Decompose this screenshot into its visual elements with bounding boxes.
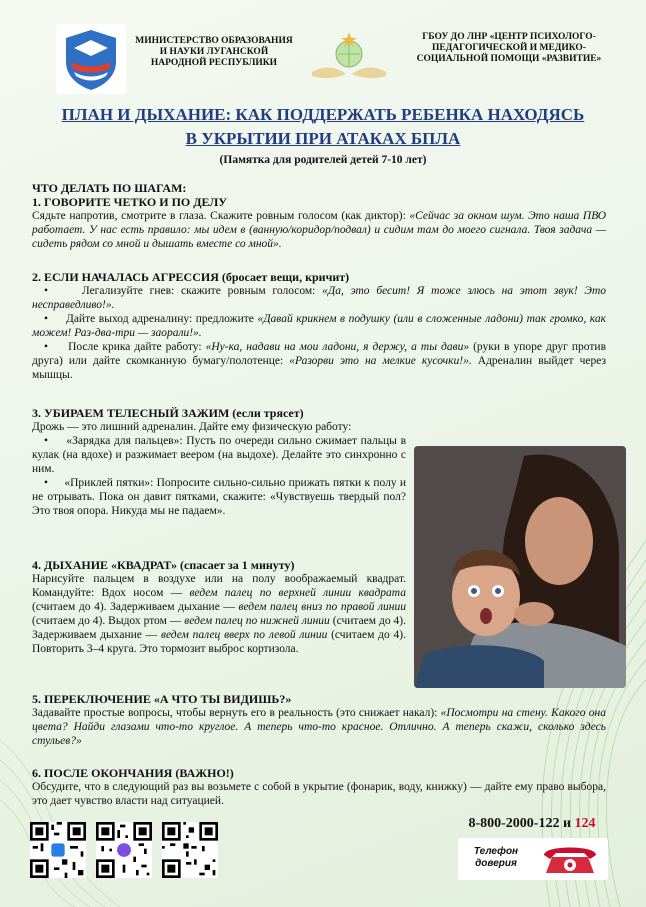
trust-line-label: Телефон доверия — [473, 846, 519, 869]
s2-b3-quote-2: «Разорви это на мелкие кусочки!». — [289, 355, 472, 367]
s4-f: ведем палец по нижней линии — [184, 615, 330, 627]
s3-bullet-2: • «Приклей пятки»: Попросите сильно-сильно прижать пятки к полу и не отрывать. Пока он давит пятками, скажите: «Чувствуешь твердый пол? Это твоя опора. Никуда мы не падаем». — [32, 477, 406, 517]
section-6-heading: 6. ПОСЛЕ ОКОНЧАНИЯ (ВАЖНО!) — [32, 766, 234, 780]
s4-g: (считаем до 4). Задерживаем дыхание — — [32, 615, 406, 641]
qr-code-max[interactable] — [96, 822, 152, 878]
qr-code-icon — [96, 822, 152, 878]
s4-a: Нарисуйте пальцем в воздухе или на полу воображаемый квадрат. Командуйте: Вдох носом — — [32, 573, 406, 599]
s3-bullet-1: • «Зарядка для пальцев»: Пусть по очереди сильно сжимает пальцы в кулак (на вдохе) и разжимает веером (на выдохе). Делайте это синхронно с ним. — [32, 435, 406, 475]
s2-b3-text-3: Адреналин выйдет через мышцы. — [32, 355, 606, 381]
subtitle: (Памятка для родителей детей 7-10 лет) — [219, 154, 427, 166]
phone-helpline — [452, 816, 612, 882]
s2-b3-quote: «Ну-ка, надави на мои ладони, я держу, а ты дави» — [205, 341, 470, 353]
s3-b1-text: «Зарядка для пальцев»: Пусть по очереди сильно сжимает пальцы в кулак (на вдохе) и разжимает веером (на выдохе). Делайте это синхронно с ним. — [32, 435, 406, 475]
page-title — [20, 103, 626, 151]
phone-main: 8-800-2000-122 — [468, 816, 560, 831]
title-line-1: ПЛАН И ДЫХАНИЕ: КАК ПОДДЕРЖАТЬ РЕБЕНКА НАХОДЯСЬ — [61, 105, 585, 124]
s2-b3-text-2: (руки в упоре друг против друга) или дайте скомканную бумагу/полотенце: — [32, 341, 607, 367]
qr-code-vk[interactable] — [30, 822, 86, 878]
section-2-heading: 2. ЕСЛИ НАЧАЛАСЬ АГРЕССИЯ (бросает вещи, кричит) — [32, 270, 350, 284]
mother-child-photo — [414, 446, 626, 688]
s3-text: Дрожь — это лишний адреналин. Дайте ему физическую работу: — [32, 421, 352, 433]
telephone-icon — [538, 841, 602, 877]
section-1 — [32, 181, 606, 251]
section-5 — [32, 692, 606, 748]
trust-line-card — [458, 838, 608, 880]
s5-b: «Посмотри на стену. Какого она цвета? Найди глазами что-то круглое. А теперь что-то красное. Отлично. А теперь скажи, сколько здесь стульев?» — [32, 707, 606, 747]
s4-h: ведем палец вверх по левой линии — [160, 629, 328, 641]
s2-bullet-2: • Дайте выход адреналину: предложите «Давай крикнем в подушку (или в сложенные ладони) так громко, как можем! Раз-два-три — заорали!». — [32, 313, 607, 339]
hands-globe-logo-icon — [308, 28, 390, 86]
header — [0, 14, 646, 94]
s4-b: ведем палец по верхней линии квадрата — [189, 587, 407, 599]
s2-b1-quote: «Да, это бесит! Я тоже злюсь на этот звук! Это несправедливо!». — [32, 285, 606, 311]
s4-d: ведем палец вниз по правой линии — [238, 601, 406, 613]
section-4 — [32, 558, 406, 656]
s4-c: (считаем до 4). Задерживаем дыхание — — [32, 601, 239, 613]
s2-b1-text: Легализуйте гнев: скажите ровным голосом: — [81, 285, 323, 297]
s1-quote: «Сейчас за окном шум. Это наша ПВО работает. У нас есть правило: мы идем в (ванную/коридор/подвал) и сидим там до моего сигнала. Твоя задача — сидеть рядом со мной и дышать вместе со мной». — [32, 210, 606, 250]
s1-text: Сядьте напротив, смотрите в глаза. Скажите ровным голосом (как диктор): — [32, 210, 410, 222]
s6-text: Обсудите, что в следующий раз вы возьмете с собой в укрытие (фонарик, воду, книжку) — дайте ему право выбора, это дает чувство власти над ситуацией. — [32, 781, 606, 807]
ministry-name: МИНИСТЕРСТВО ОБРАЗОВАНИЯ И НАУКИ ЛУГАНСКОЙ НАРОДНОЙ РЕСПУБЛИКИ — [135, 36, 293, 68]
section-3 — [32, 406, 406, 518]
section-1-text — [32, 209, 606, 251]
qr-code-site[interactable] — [162, 822, 218, 878]
s2-bullet-3: • После крика дайте работу: «Ну-ка, надави на мои ладони, я держу, а ты дави» (руки в упоре друг против друга) или дайте скомканную бумагу/полотенце: «Разорви это на мелкие кусочки!». Адреналин выйдет через мышцы. — [32, 341, 607, 381]
phone-and: и — [559, 816, 575, 831]
s5-text — [32, 706, 606, 748]
intro-heading: ЧТО ДЕЛАТЬ ПО ШАГАМ: — [32, 181, 187, 195]
center-name: ГБОУ ДО ЛНР «ЦЕНТР ПСИХОЛОГО-ПЕДАГОГИЧЕСКОЙ И МЕДИКО-СОЦИАЛЬНОЙ ПОМОЩИ «РАЗВИТИЕ» — [416, 32, 602, 64]
section-2 — [32, 270, 606, 382]
s4-text — [32, 572, 406, 656]
s4-e: (считаем до 4). Выдох ртом — — [32, 615, 185, 627]
s2-bullet-1: • Легализуйте гнев: скажите ровным голосом: «Да, это бесит! Я тоже злюсь на этот звук! Это несправедливо!». — [32, 285, 606, 311]
s2-b2-quote: «Давай крикнем в подушку (или в сложенные ладони) так громко, как можем! Раз-два-три — заорали!». — [32, 313, 607, 339]
vk-icon — [51, 843, 64, 856]
ministry-emblem-icon — [56, 24, 126, 94]
section-4-heading: 4. ДЫХАНИЕ «КВАДРАТ» (спасает за 1 минуту) — [32, 558, 295, 572]
phone-number[interactable] — [452, 816, 612, 832]
phone-short: 124 — [574, 816, 596, 831]
s3-b2-text: «Приклей пятки»: Попросите сильно-сильно прижать пятки к полу и не отрывать. Пока он давит пятками, скажите: «Чувствуешь твердый пол? Это твоя опора. Никуда мы не падаем». — [32, 477, 406, 517]
qr-code-icon — [162, 822, 218, 878]
s2-b3-text: После крика дайте работу: — [68, 341, 206, 353]
section-5-heading: 5. ПЕРЕКЛЮЧЕНИЕ «А ЧТО ТЫ ВИДИШЬ?» — [32, 692, 292, 706]
section-6 — [32, 766, 606, 808]
qr-code-icon — [30, 822, 86, 878]
section-1-heading: 1. ГОВОРИТЕ ЧЕТКО И ПО ДЕЛУ — [32, 195, 228, 209]
s5-a: Задавайте простые вопросы, чтобы вернуть его в реальность (это снижает накал): — [32, 707, 441, 719]
s4-i: (считаем до 4). Повторить 3–4 круга. Это тормозит выброс кортизола. — [32, 629, 406, 655]
section-3-heading: 3. УБИРАЕМ ТЕЛЕСНЫЙ ЗАЖИМ (если трясет) — [32, 406, 304, 420]
max-icon — [117, 843, 131, 857]
s2-b2-text: Дайте выход адреналину: предложите — [65, 313, 258, 325]
title-line-2: В УКРЫТИИ ПРИ АТАКАХ БПЛА — [185, 129, 461, 148]
